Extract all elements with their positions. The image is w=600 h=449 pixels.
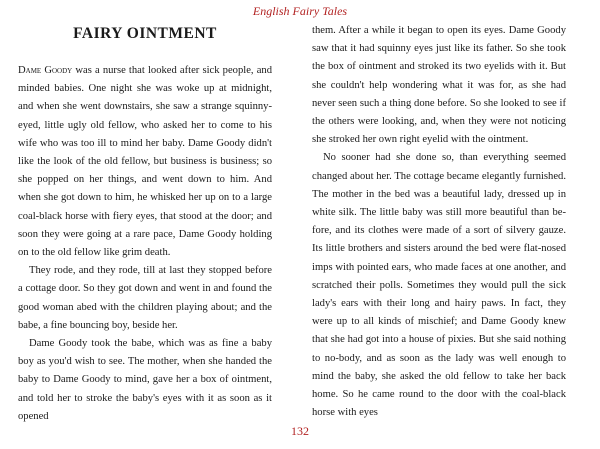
paragraph-2: They rode, and they rode, till at last they stopped before a cottage door. So they got down and went in and found the good woman abed with the children playing about; and the babe, a fine bouncing boy, beside her. — [18, 265, 272, 331]
paragraph-1-text: was a nurse that looked after sick people, and minded babies. One night she was woke up at midnight, and when she went downstairs, she saw a strange squinny-eyed, little ugly old fellow, who asked her to come to his wife who was too ill to mind her baby. Dame Goody didn't like the look of the old fellow, but business is business; so she popped on her things, and went down to him. And when she got down to him, he whisked her up on to a large coal-black horse with fiery eyes, that stood at the door; and soon they were going at a rare pace, Dame Goody holding on to the old fellow like grim death. — [18, 65, 273, 259]
page-number: 132 — [291, 424, 309, 438]
paragraph-1 — [18, 62, 272, 262]
story-title: FAIRY OINTMENT — [73, 25, 217, 42]
right-column — [312, 22, 566, 422]
left-column — [18, 22, 272, 426]
paragraph-3-continued: them. After a while it began to open its eyes. Dame Goody saw that it had squinny eyes just like its father. So she took the box of ointment and stroked its two eyelids with it. But she couldn't help wondering what it was for, as she had never seen such a thing done before. So she looked to see if the others were looking, and, when they were not noticing she stroked her own right eyelid with the ointment. — [312, 25, 566, 146]
paragraph-4: No sooner had she done so, than everything seemed changed about her. The cottage became elegantly furnished. The mother in the bed was a beautiful lady, dressed up in white silk. The little baby was still more beautiful than be-fore, and its clothes were made of a sort of silvery gauze. Its little brothers and sisters around the bed were flat-nosed imps with pointed ears, who made faces at one another, and scratched their polls. Sometimes they would pull the sick lady's ears with their long and hairy paws. In fact, they were up to all kinds of mischief; and Dame Goody knew that she had got into a house of pixies. But she said nothing to no-body, and as soon as the lady was well enough to mind the baby, she asked the old fellow to take her back home. So he came round to the door with the coal-black horse with eyes — [312, 152, 566, 419]
opening-small-caps: Dame Goody — [18, 65, 73, 76]
paragraph-3: Dame Goody took the babe, which was as fine a baby boy as you'd wish to see. The mother, when she handed the baby to Dame Goody to mind, gave her a box of ointment, and told her to stroke the baby's eyes with it as soon as it opened — [18, 338, 272, 422]
running-head: English Fairy Tales — [252, 4, 348, 18]
